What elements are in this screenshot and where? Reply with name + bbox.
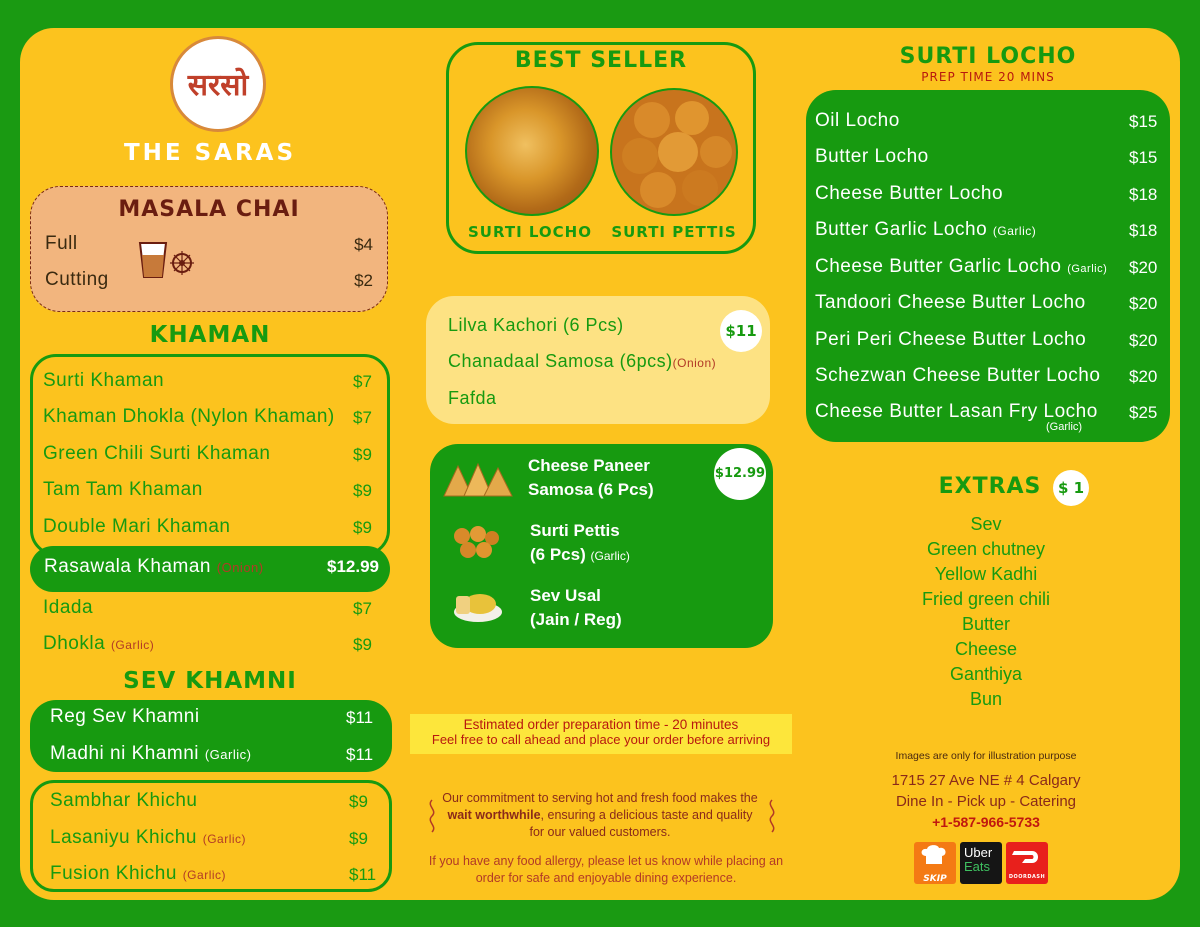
locho-item-price: $15: [1129, 148, 1158, 167]
sev-khamni-item-price: $11: [346, 745, 374, 764]
chai-item-price: $2: [354, 271, 373, 290]
extras-item: Fried green chili: [921, 589, 1051, 609]
locho-item-name: Cheese Butter Garlic Locho (Garlic): [815, 256, 1108, 277]
special-item-line: Surti Pettis: [530, 521, 620, 540]
khaman-extra-price: $9: [353, 635, 372, 654]
khaman-title: KHAMAN: [149, 322, 271, 348]
address: 1715 27 Ave NE # 4 Calgary: [891, 772, 1081, 789]
khaman-item-price: $7: [353, 372, 372, 391]
locho-item-name: Tandoori Cheese Butter Locho: [815, 292, 1086, 313]
locho-item-price: $20: [1129, 258, 1158, 277]
masala-chai-box: [30, 186, 388, 312]
locho-item-price: $20: [1129, 294, 1158, 313]
doordash-logo[interactable]: [1006, 842, 1048, 884]
khichu-item-price: $9: [349, 792, 368, 811]
khaman-item-name: Double Mari Khaman: [43, 516, 231, 537]
special-item-line: (6 Pcs) (Garlic): [530, 545, 630, 564]
extras-title: EXTRAS: [938, 474, 1042, 499]
prep-time-banner: [410, 714, 792, 754]
brand-name: THE SARAS: [123, 140, 297, 166]
logo: [170, 36, 266, 132]
snack-item-name: Lilva Kachori (6 Pcs): [448, 315, 624, 335]
extras-list: [886, 512, 1086, 712]
chai-item-name: Full: [45, 233, 78, 254]
locho-item-note: (Garlic): [1046, 421, 1083, 433]
sev-khamni-item-name: Madhi ni Khamni (Garlic): [50, 743, 252, 764]
best-seller-item: SURTI PETTIS: [611, 223, 737, 241]
samosa-icon: [442, 462, 514, 498]
locho-item-name: Cheese Butter Lasan Fry Locho: [815, 401, 1098, 422]
masala-chai-title: MASALA CHAI: [118, 197, 300, 222]
locho-item-name: Peri Peri Cheese Butter Locho: [815, 329, 1087, 350]
sev-khamni-item-name: Reg Sev Khamni: [50, 706, 200, 727]
sev-khamni-item-price: $11: [346, 708, 374, 727]
surti-locho-photo: [465, 86, 599, 216]
chef-hat-icon: [914, 842, 956, 870]
locho-item-price: $18: [1129, 185, 1158, 204]
locho-item-name: Schezwan Cheese Butter Locho: [815, 365, 1101, 386]
locho-item-name: Butter Locho: [815, 146, 929, 167]
khichu-item-price: $11: [349, 865, 377, 884]
pettis-icon: [450, 524, 500, 560]
locho-item-name: Cheese Butter Locho: [815, 183, 1004, 204]
khaman-extra-price: $7: [353, 599, 372, 618]
chai-item-name: Cutting: [45, 269, 109, 290]
khaman-item-price: $9: [353, 481, 372, 500]
logo-text: सरसो: [187, 68, 249, 103]
snacks-price: $11: [725, 322, 757, 340]
uber-label: Uber: [964, 845, 993, 860]
locho-item-price: $25: [1129, 403, 1158, 422]
special-item-line: Cheese Paneer: [528, 456, 650, 475]
extras-item: Yellow Kadhi: [934, 564, 1038, 584]
eats-label: Eats: [964, 859, 991, 874]
services: Dine In - Pick up - Catering: [895, 793, 1077, 810]
khaman-extra-name: Idada: [43, 597, 94, 618]
locho-item-name: Oil Locho: [815, 110, 900, 131]
khaman-item-price: $9: [353, 518, 372, 537]
locho-item-price: $18: [1129, 221, 1158, 240]
allergy-text: If you have any food allergy, please let us know while placing an order for safe and enjoyable dining experience.: [428, 854, 784, 885]
extras-price-badge: [1053, 470, 1089, 506]
special-item-line: (Jain / Reg): [530, 610, 622, 629]
extras-item: Ganthiya: [949, 664, 1023, 684]
swirl-right-icon: [764, 798, 780, 834]
doordash-icon: [1006, 842, 1048, 870]
best-seller-title: BEST SELLER: [514, 48, 688, 73]
rasawala-name: Rasawala Khaman (Onion): [44, 556, 264, 577]
specials-price: $12.99: [714, 466, 766, 481]
special-item-line: Samosa (6 Pcs): [528, 480, 654, 499]
khaman-extra-name: Dhokla (Garlic): [43, 633, 155, 654]
locho-item-price: $20: [1129, 331, 1158, 350]
extras-item: Butter: [961, 614, 1011, 634]
khaman-item-name: Surti Khaman: [43, 370, 165, 391]
phone-number[interactable]: +1-587-966-5733: [932, 814, 1040, 830]
prep-line-1: Estimated order preparation time - 20 minutes: [463, 717, 739, 732]
locho-item-price: $20: [1129, 367, 1158, 386]
prep-line-2: Feel free to call ahead and place your order before arriving: [431, 732, 771, 747]
khaman-item-name: Khaman Dhokla (Nylon Khaman): [43, 406, 335, 427]
extras-item: Green chutney: [926, 539, 1046, 559]
special-item-line: Sev Usal: [530, 586, 601, 605]
extras-item: Sev: [970, 514, 1002, 534]
best-seller-item: SURTI LOCHO: [468, 223, 592, 241]
khaman-item-price: $9: [353, 445, 372, 464]
swirl-left-icon: [424, 798, 440, 834]
locho-item-price: $15: [1129, 112, 1158, 131]
commitment-text: Our commitment to serving hot and fresh food makes the wait worthwhile, ensuring a delicious taste and quality for our valued customers.: [442, 791, 758, 839]
khichu-item-name: Lasaniyu Khichu (Garlic): [50, 827, 247, 848]
khaman-item-name: Green Chili Surti Khaman: [43, 443, 271, 464]
menu-card: [20, 28, 1180, 900]
chai-item-price: $4: [354, 235, 373, 254]
pettis-balls-icon: [612, 90, 736, 214]
sev-usal-icon: [450, 586, 506, 626]
extras-price: $ 1: [1057, 479, 1085, 497]
illustration-disclaimer: Images are only for illustration purpose: [895, 750, 1077, 762]
chai-cup-icon: [136, 237, 200, 281]
khichu-item-price: $9: [349, 829, 368, 848]
rasawala-note: (Onion): [216, 560, 264, 575]
specials-price-badge: [714, 448, 766, 500]
khichu-item-name: Sambhar Khichu: [50, 790, 198, 811]
snacks-price-badge: [720, 310, 762, 352]
khaman-item-price: $7: [353, 408, 372, 427]
snack-item-name: Fafda: [448, 388, 497, 408]
surti-locho-title: SURTI LOCHO: [899, 44, 1077, 69]
surti-locho-subtitle: PREP TIME 20 MINS: [921, 70, 1055, 84]
extras-item: Bun: [969, 689, 1003, 709]
rasawala-price: $12.99: [327, 557, 379, 576]
extras-item: Cheese: [954, 639, 1018, 659]
uber-eats-logo[interactable]: [960, 842, 1002, 884]
skip-logo[interactable]: [914, 842, 956, 884]
locho-item-name: Butter Garlic Locho (Garlic): [815, 219, 1037, 240]
skip-label: SKIP: [923, 874, 947, 884]
surti-pettis-photo: [610, 88, 738, 216]
sev-khamni-title: SEV KHAMNI: [123, 668, 297, 694]
khichu-item-name: Fusion Khichu (Garlic): [50, 863, 227, 884]
khaman-item-name: Tam Tam Khaman: [43, 479, 203, 500]
doordash-label: DOORDASH: [1008, 874, 1046, 880]
snack-item-name: Chanadaal Samosa (6pcs)(Onion): [448, 351, 717, 371]
